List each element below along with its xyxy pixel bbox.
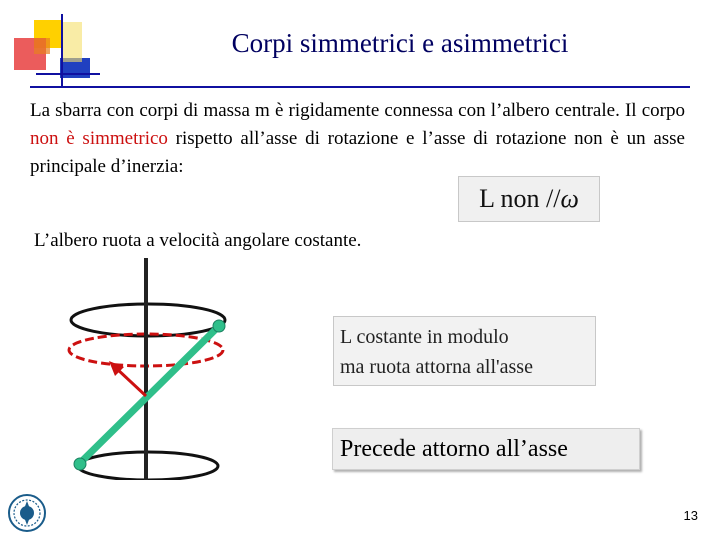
- rotating-rod-figure: [60, 255, 300, 480]
- bottom-mass: [74, 458, 86, 470]
- rotating-rod: [80, 326, 219, 463]
- L-symbol: L: [479, 184, 495, 213]
- L-constant-note: [333, 316, 596, 386]
- L-constant-line1: L costante in modulo: [340, 326, 509, 348]
- shaft-rotation-text: L’albero ruota a velocità angolare costante.: [34, 230, 362, 251]
- precession-note: Precede attorno all’asse: [332, 428, 640, 470]
- paragraph-text-end: rispetto all’asse di rotazione e l’asse di rotazione non è un asse principale d’inerzia:: [30, 128, 685, 177]
- L-constant-line2: ma ruota attorna all'asse: [340, 356, 533, 378]
- page-title: Corpi simmetrici e asimmetrici: [231, 28, 569, 58]
- body-paragraph: [30, 97, 685, 181]
- paragraph-text-start: La sbarra con corpi di massa m è rigidamente connessa con l’albero centrale. Il corpo: [30, 100, 685, 121]
- angular-momentum-vector: [116, 368, 146, 396]
- L-not-parallel-omega-box: [458, 176, 600, 222]
- top-mass: [213, 320, 225, 332]
- paragraph-highlight: non è simmetrico: [30, 128, 168, 149]
- not-parallel-text: non //: [494, 184, 561, 213]
- omega-symbol: ω: [560, 184, 579, 213]
- university-seal-logo: [6, 492, 48, 534]
- corner-decoration: [0, 0, 110, 90]
- title-divider: [30, 86, 690, 88]
- page-number: 13: [683, 508, 698, 523]
